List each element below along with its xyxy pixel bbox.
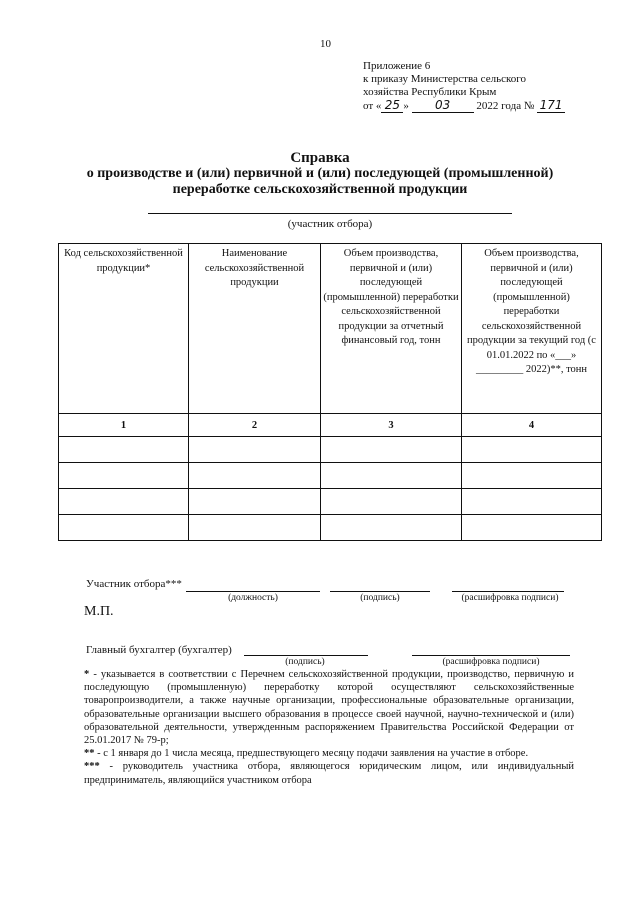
footnote-text: - указывается в соответствии с Перечнем сельскохозяйственной продукции, производство, первичную и последующую (промышленную) переработку которой осуществляют сельскохозяйственные товаропроизводители, а также научные организации, профессиональные образовательные организации, образовательные организации высшего образования в процессе своей научной, научно-технической и (или) образовательной деятельности, утвержденным распоряжением Правительства Российской Федерации от 25.01.2017 № 79-р;	[84, 669, 574, 747]
appendix-line-1: Приложение 6	[363, 60, 431, 72]
column-number: 1	[59, 414, 189, 437]
participant-field-line[interactable]	[148, 213, 512, 214]
decode-field-line[interactable]	[452, 591, 564, 592]
table-cell[interactable]	[59, 437, 189, 463]
accountant-label: Главный бухгалтер (бухгалтер)	[86, 644, 232, 656]
document-title	[0, 150, 640, 198]
footnote-3	[84, 760, 574, 786]
footnote-1	[84, 668, 574, 747]
table-cell[interactable]	[321, 437, 462, 463]
table-cell[interactable]	[321, 489, 462, 515]
accountant-signature-line[interactable]	[244, 655, 368, 656]
table-row	[59, 489, 602, 515]
accountant-signature-caption: (подпись)	[285, 657, 325, 667]
table-row	[59, 463, 602, 489]
appendix-line-2: к приказу Министерства сельского	[363, 73, 526, 85]
header-volume-reporting-year: Объем производства, первичной и (или) последующей (промышленной) переработки сельскохозяйственной продукции за отчетный финансовый год, тонн	[321, 244, 462, 414]
decode-caption: (расшифровка подписи)	[461, 593, 559, 603]
footnote-text: - руководитель участника отбора, являющегося юридическим лицом, или индивидуальный предприниматель, являющийся участником отбора	[84, 761, 574, 786]
table-cell[interactable]	[189, 437, 321, 463]
participant-caption: (участник отбора)	[287, 218, 373, 230]
accountant-decode-line[interactable]	[412, 655, 570, 656]
order-year: 2022 года №	[476, 100, 535, 112]
date-mid: »	[403, 100, 409, 112]
table-cell[interactable]	[189, 463, 321, 489]
title-main: Справка	[290, 150, 350, 166]
table-row	[59, 437, 602, 463]
order-number: 171	[537, 99, 565, 113]
footnote-text: - с 1 января до 1 числа месяца, предшествующего месяцу подачи заявления на участие в отборе.	[94, 748, 529, 760]
title-line-3: переработке сельскохозяйственной продукции	[172, 182, 468, 197]
header-product-name: Наименование сельскохозяйственной продукции	[189, 244, 321, 414]
table-row	[59, 515, 602, 541]
table-cell[interactable]	[189, 515, 321, 541]
position-caption: (должность)	[228, 593, 278, 603]
table-cell[interactable]	[462, 515, 602, 541]
signature-caption: (подпись)	[360, 593, 400, 603]
order-day: 25	[381, 99, 403, 113]
appendix-line-3: хозяйства Республики Крым	[363, 86, 497, 98]
header-volume-current-year: Объем производства, первичной и (или) последующей (промышленной) переработки сельскохозяйственной продукции за текущий год (с 01.01.2022 по «___» _________ 2022)**, тонн	[462, 244, 602, 414]
header-product-code: Код сельскохозяйственной продукции*	[59, 244, 189, 414]
table-cell[interactable]	[59, 489, 189, 515]
column-number: 2	[189, 414, 321, 437]
position-field-line[interactable]	[186, 591, 320, 592]
footnote-mark: *	[84, 669, 90, 680]
appendix-block	[363, 60, 565, 113]
table-cell[interactable]	[462, 489, 602, 515]
table-cell[interactable]	[462, 463, 602, 489]
table-cell[interactable]	[321, 463, 462, 489]
appendix-date-line	[363, 99, 565, 113]
table-cell[interactable]	[59, 463, 189, 489]
title-line-2: о производстве и (или) первичной и (или) последующей (промышленной)	[86, 166, 554, 181]
table-header-row	[59, 244, 602, 414]
table-number-row	[59, 414, 602, 437]
table-cell[interactable]	[462, 437, 602, 463]
order-month: 03	[412, 99, 474, 113]
signature-field-line[interactable]	[330, 591, 430, 592]
table-cell[interactable]	[59, 515, 189, 541]
footnote-mark: **	[84, 748, 95, 760]
stamp-place-label: М.П.	[84, 604, 114, 619]
footnotes	[84, 668, 574, 787]
page-number: 10	[320, 38, 331, 50]
column-number: 3	[321, 414, 462, 437]
participant-signature-label: Участник отбора***	[86, 578, 182, 590]
table-cell[interactable]	[189, 489, 321, 515]
column-number: 4	[462, 414, 602, 437]
accountant-decode-caption: (расшифровка подписи)	[442, 657, 540, 667]
date-prefix: от «	[363, 100, 382, 112]
table-cell[interactable]	[321, 515, 462, 541]
footnote-mark: ***	[84, 761, 100, 773]
footnote-2	[84, 747, 574, 760]
production-table	[58, 243, 602, 541]
